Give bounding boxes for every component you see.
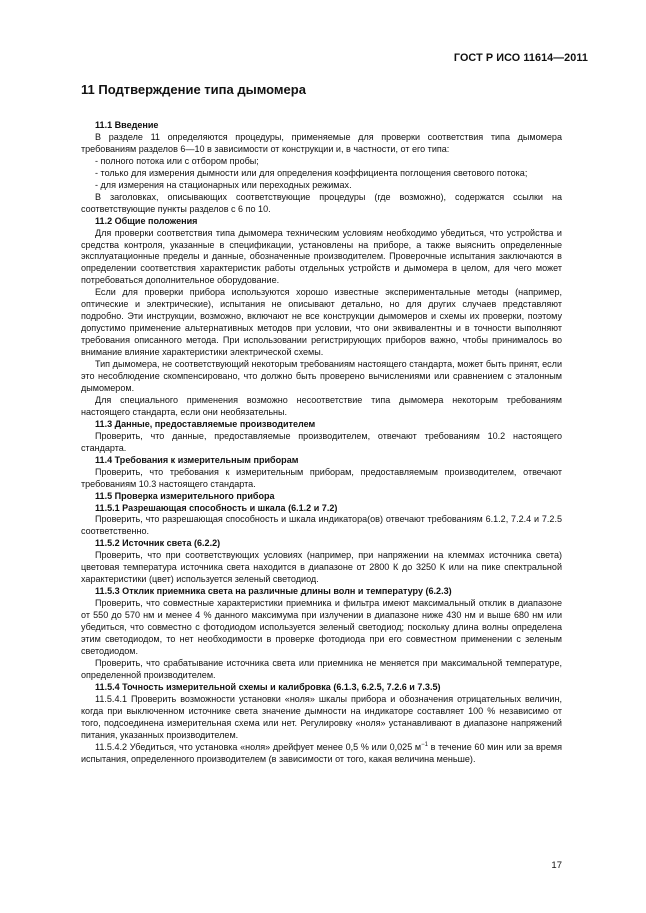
document-code: ГОСТ Р ИСО 11614—2011 [453, 52, 588, 64]
heading-11-5: 11.5 Проверка измерительного прибора [95, 490, 275, 501]
paragraph: Проверить, что срабатывание источника света или приемника не меняется при максимальной температуре, определенной производителем. [81, 657, 562, 680]
paragraph: Проверить, что разрешающая способность и шкала индикатора(ов) отвечают требованиям 6.1.2, 7.2.4 и 7.2.5 соответственно. [81, 514, 562, 537]
paragraph: 11.5.4.1 Проверить возможности установки «ноля» шкалы прибора и обозначения отрицательных величин, когда при выключенном источнике света значение дымности на индикаторе составляет 100 % независимо от того, подсоединена измерительная схема или нет. Регулировку «ноля» устанавливают в диапазоне напряжений питания, указанных производителем. [81, 693, 562, 740]
superscript: −1 [421, 741, 428, 748]
heading-11-2: 11.2 Общие положения [95, 215, 198, 226]
heading-11-5-3: 11.5.3 Отклик приемника света на различные длины волн и температуру (6.2.3) [95, 586, 452, 597]
document-body [81, 114, 562, 765]
paragraph: Проверить, что требования к измерительным приборам, предоставляемым производителем, отвечают требованиям 10.3 настоящего стандарта. [81, 466, 562, 489]
paragraph: Проверить, что данные, предоставляемые производителем, отвечают требованиям 10.2 настоящего стандарта. [81, 430, 562, 453]
paragraph: Проверить, что при соответствующих условиях (например, при напряжении на клеммах источника света) цветовая температура источника света находится в диапазоне от 2800 К до 3250 К или на пике спектральной характеристики (цвет) используется зеленый светодиод. [81, 550, 562, 585]
paragraph: Для специального применения возможно несоответствие типа дымомера некоторым требованиям настоящего стандарта, если они необязательны. [81, 394, 562, 417]
heading-11-1: 11.1 Введение [95, 120, 159, 130]
paragraph: Для проверки соответствия типа дымомера техническим условиям необходимо убедиться, что устройства и средства контроля, указанные в спецификации, установлены на приборе, а также выяснить определенные эксплуатационные пределы и данные, обозначенные производителем. Проверочные испытания заключаются в определении соответствия характеристик работы отдельных устройств и дымомера в целом, для чего может потребоваться дополнительное оборудование. [81, 227, 562, 286]
paragraph-11-5-4-2 [81, 742, 562, 766]
paragraph: В заголовках, описывающих соответствующие процедуры (где возможно), содержатся ссылки на соответствующие пункты разделов с 6 по 10. [81, 191, 562, 214]
section-title: 11 Подтверждение типа дымомера [81, 82, 306, 97]
paragraph: Проверить, что совместные характеристики приемника и фильтра имеют максимальный отклик в диапазоне от 550 до 570 нм и менее 4 % данного максимума при излучении в диапазоне ниже 430 нм и выше 680 нм или убедиться, что совместно с фотодиодом используется зеленый светодиод; поскольку длина волны определена этим светодиодом, то нет необходимости в проверке фотодиода при его совместном применении с зеленым светодиодом. [81, 598, 562, 656]
list-item: - полного потока или с отбором пробы; [95, 155, 259, 166]
heading-11-5-1: 11.5.1 Разрешающая способность и шкала (6.1.2 и 7.2) [95, 502, 338, 513]
text-segment: 11.5.4.2 Убедиться, что установка «ноля» дрейфует менее 0,5 % или 0,025 м [95, 741, 422, 752]
paragraph: Если для проверки прибора используются хорошо известные экспериментальные методы (например, оптические и электрические), испытания не описывают детально, но для других случаев представляют подробно. Эти инструкции, возможно, включают не все конструкции дымомеров и схемы их проверки, поэтому допустимо применение альтернативных методов при условии, что они эквивалентны и в точности выполняют требования описанного метода. При использовании регистрирующих приборов важно, чтобы принималось во внимание влияние характеристики электрической схемы. [81, 287, 562, 358]
list-item: - только для измерения дымности или для определения коэффициента поглощения светового потока; [95, 167, 528, 178]
heading-11-5-4: 11.5.4 Точность измерительной схемы и калибровка (6.1.3, 6.2.5, 7.2.6 и 7.3.5) [95, 681, 441, 692]
page-number: 17 [551, 860, 562, 871]
heading-11-4: 11.4 Требования к измерительным приборам [95, 454, 299, 465]
paragraph: В разделе 11 определяются процедуры, применяемые для проверки соответствия типа дымомера требованиям разделов 6—10 в зависимости от конструкции и, в частности, от его типа: [81, 131, 562, 154]
text-segment: в течение 60 мин или за время испытания, определенного производителем (в зависимости от того, какая величина меньше). [81, 741, 562, 764]
heading-11-5-2: 11.5.2 Источник света (6.2.2) [95, 538, 221, 549]
paragraph: Тип дымомера, не соответствующий некоторым требованиям настоящего стандарта, может быть принят, если это несоблюдение скомпенсировано, что должно быть проверено вычислениями или сравнением с эталонным дымомером. [81, 359, 562, 393]
heading-11-3: 11.3 Данные, предоставляемые производителем [95, 418, 316, 429]
list-item: - для измерения на стационарных или переходных режимах. [95, 179, 352, 190]
